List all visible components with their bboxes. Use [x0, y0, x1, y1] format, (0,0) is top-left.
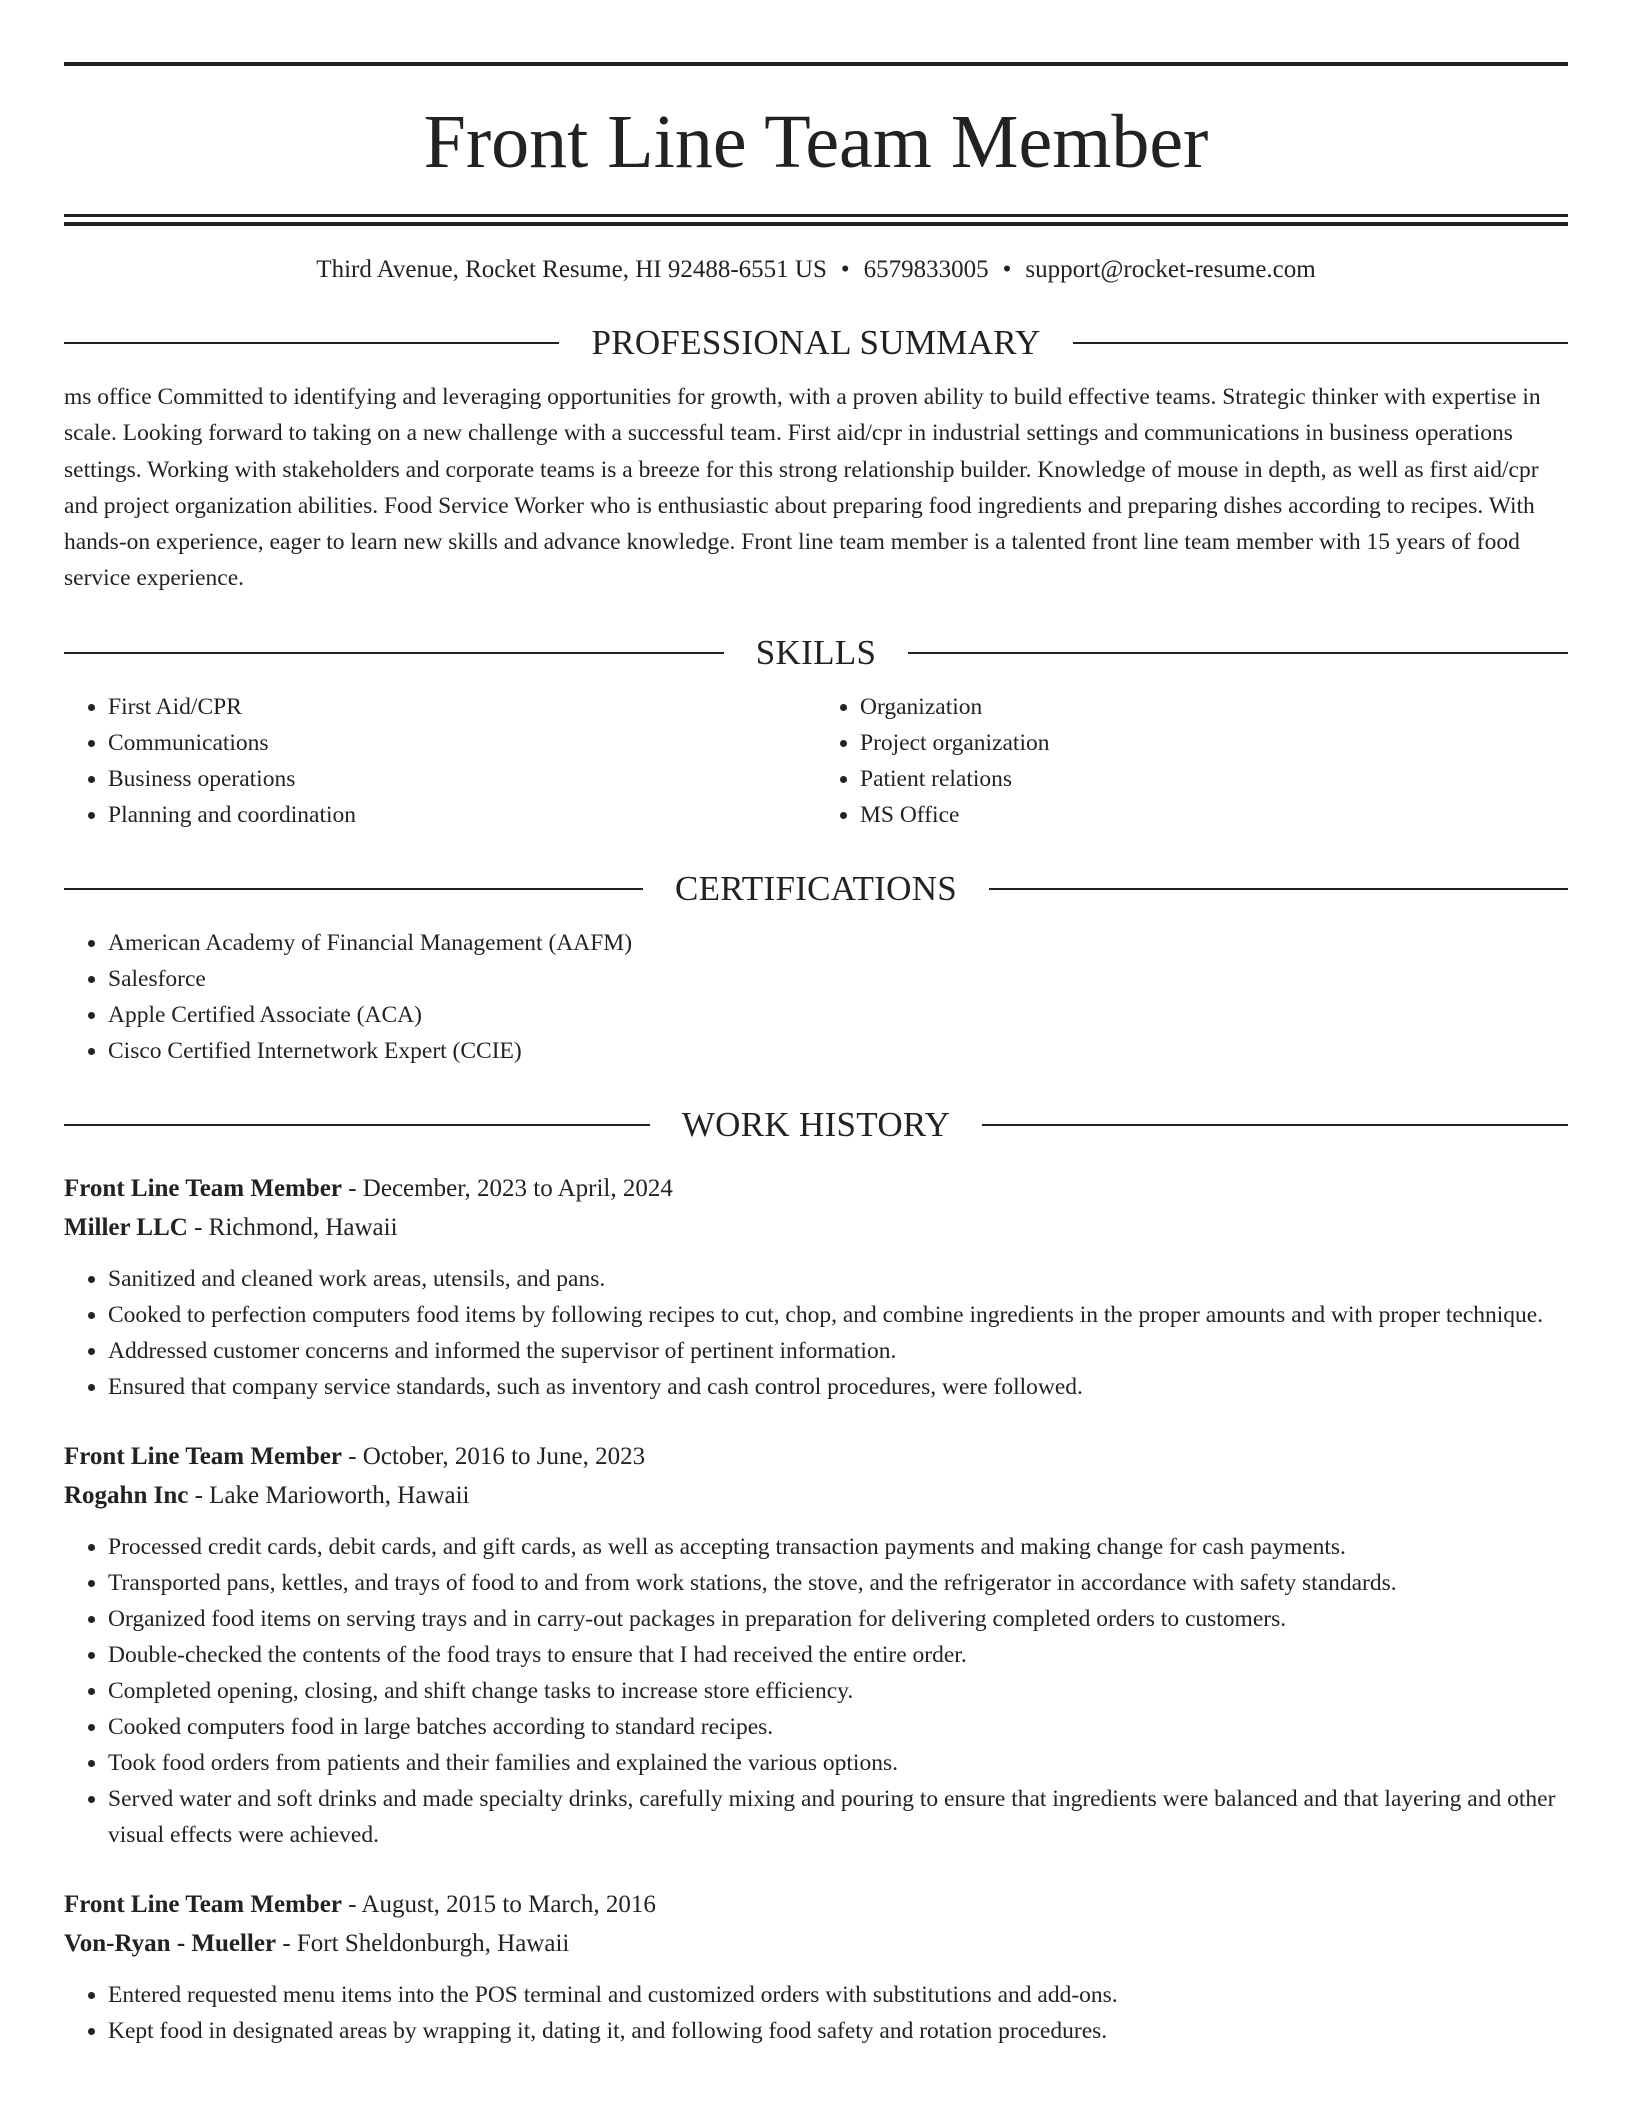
heading-rule-left: [64, 888, 643, 890]
resume-title: Front Line Team Member: [423, 100, 1209, 184]
contact-email: support@rocket-resume.com: [1025, 256, 1316, 283]
summary-heading: [64, 321, 1568, 365]
job-bullet: • Sanitized and cleaned work areas, utensils, and pans.: [108, 1261, 1568, 1297]
heading-rule-left: [64, 342, 559, 344]
summary-heading-label: PROFESSIONAL SUMMARY: [591, 323, 1041, 362]
job-bullet: • Transported pans, kettles, and trays of food to and from work stations, the stove, and the refrigerator in accordance with safety standards.: [108, 1565, 1568, 1601]
skills-column-left: [64, 689, 816, 833]
job-company-line: [64, 1924, 1568, 1963]
skill-item: • Project organization: [860, 725, 1568, 761]
top-rule: [64, 62, 1568, 66]
job-location: - Lake Marioworth, Hawaii: [188, 1481, 470, 1509]
job-dates: - August, 2015 to March, 2016: [341, 1890, 656, 1918]
job-bullet: • Ensured that company service standards, such as inventory and cash control procedures, were followed.: [108, 1369, 1568, 1405]
job-bullet: • Double-checked the contents of the food trays to ensure that I had received the entire order.: [108, 1637, 1568, 1673]
job-bullets: [64, 1977, 1568, 2049]
work-history-heading-label: WORK HISTORY: [681, 1104, 951, 1144]
job-bullets: [64, 1529, 1568, 1853]
skill-item: • Patient relations: [860, 761, 1568, 797]
certifications-heading: [64, 867, 1568, 911]
job-role: Front Line Team Member: [64, 1174, 342, 1202]
job-entry: [64, 1885, 1568, 2049]
job-bullet: • Cooked computers food in large batches according to standard recipes.: [108, 1709, 1568, 1745]
contact-separator: •: [840, 256, 850, 283]
certification-item: • Salesforce: [108, 961, 1568, 997]
job-location: - Richmond, Hawaii: [187, 1213, 398, 1241]
skills-heading: [64, 631, 1568, 675]
heading-rule-right: [982, 1124, 1568, 1126]
job-role: Front Line Team Member: [64, 1442, 342, 1470]
skill-item: • Organization: [860, 689, 1568, 725]
certifications-list: [64, 925, 1568, 1069]
certifications-heading-label: CERTIFICATIONS: [674, 868, 958, 908]
job-bullet: • Cooked to perfection computers food items by following recipes to cut, chop, and combine ingredients in the proper amounts and with proper technique.: [108, 1297, 1568, 1333]
contact-address: Third Avenue, Rocket Resume, HI 92488-6551 US: [316, 256, 827, 283]
job-entry: [64, 1437, 1568, 1853]
job-dates: - December, 2023 to April, 2024: [341, 1174, 673, 1202]
heading-rule-right: [908, 652, 1568, 654]
job-title-line: [64, 1169, 1568, 1208]
job-company-line: [64, 1476, 1568, 1515]
job-bullet: • Took food orders from patients and their families and explained the various options.: [108, 1745, 1568, 1781]
job-entry: [64, 1169, 1568, 1405]
skill-item: • First Aid/CPR: [108, 689, 816, 725]
job-bullet: • Kept food in designated areas by wrapping it, dating it, and following food safety and rotation procedures.: [108, 2013, 1568, 2049]
job-role: Front Line Team Member: [64, 1890, 342, 1918]
job-bullet: • Entered requested menu items into the POS terminal and customized orders with substitutions and add-ons.: [108, 1977, 1568, 2013]
certification-item: • Apple Certified Associate (ACA): [108, 997, 1568, 1033]
skills-column-right: [816, 689, 1568, 833]
job-bullet: • Organized food items on serving trays and in carry-out packages in preparation for delivering completed orders to customers.: [108, 1601, 1568, 1637]
summary-text: ms office Committed to identifying and leveraging opportunities for growth, with a proven ability to build effective teams. Strategic thinker with expertise in scale. Looking forward to taking on a new challenge with a successful team. First aid/cpr in industrial settings and communications in business operations settings. Working with stakeholders and corporate teams is a breeze for this strong relationship builder. Knowledge of mouse in depth, as well as first aid/cpr and project organization abilities. Food Service Worker who is enthusiastic about preparing food ingredients and preparing dishes according to recipes. With hands-on experience, eager to learn new skills and advance knowledge. Front line team member is a talented front line team member with 15 years of food service experience.: [64, 384, 1541, 592]
job-bullet: • Processed credit cards, debit cards, and gift cards, as well as accepting transaction payments and making change for cash payments.: [108, 1529, 1568, 1565]
skill-item: • Communications: [108, 725, 816, 761]
contact-phone: 6579833005: [863, 256, 989, 283]
title-double-rule: [64, 214, 1568, 217]
contact-line: [64, 253, 1568, 287]
job-company-line: [64, 1208, 1568, 1247]
job-title-line: [64, 1885, 1568, 1924]
job-company: Von-Ryan - Mueller: [64, 1929, 277, 1957]
contact-separator: •: [1002, 256, 1012, 283]
job-title-line: [64, 1437, 1568, 1476]
job-company: Miller LLC: [64, 1213, 188, 1241]
skills-list: [64, 689, 1568, 833]
skill-item: • Business operations: [108, 761, 816, 797]
skill-item: • Planning and coordination: [108, 797, 816, 833]
job-location: - Fort Sheldonburgh, Hawaii: [276, 1929, 570, 1957]
heading-rule-right: [1073, 342, 1568, 344]
job-company: Rogahn Inc: [64, 1481, 189, 1509]
heading-rule-right: [989, 888, 1568, 890]
certification-item: • Cisco Certified Internetwork Expert (CCIE): [108, 1033, 1568, 1069]
job-bullets: [64, 1261, 1568, 1405]
job-dates: - October, 2016 to June, 2023: [341, 1442, 646, 1470]
job-bullet: • Served water and soft drinks and made specialty drinks, carefully mixing and pouring to ensure that ingredients were balanced and that layering and other visual effects were achieved.: [108, 1781, 1568, 1853]
job-bullet: • Addressed customer concerns and informed the supervisor of pertinent information.: [108, 1333, 1568, 1369]
skill-item: • MS Office: [860, 797, 1568, 833]
job-bullet: • Completed opening, closing, and shift change tasks to increase store efficiency.: [108, 1673, 1568, 1709]
heading-rule-left: [64, 1124, 650, 1126]
certification-item: • American Academy of Financial Management (AAFM): [108, 925, 1568, 961]
work-history-heading: [64, 1103, 1568, 1147]
heading-rule-left: [64, 652, 724, 654]
skills-heading-label: SKILLS: [755, 632, 877, 672]
